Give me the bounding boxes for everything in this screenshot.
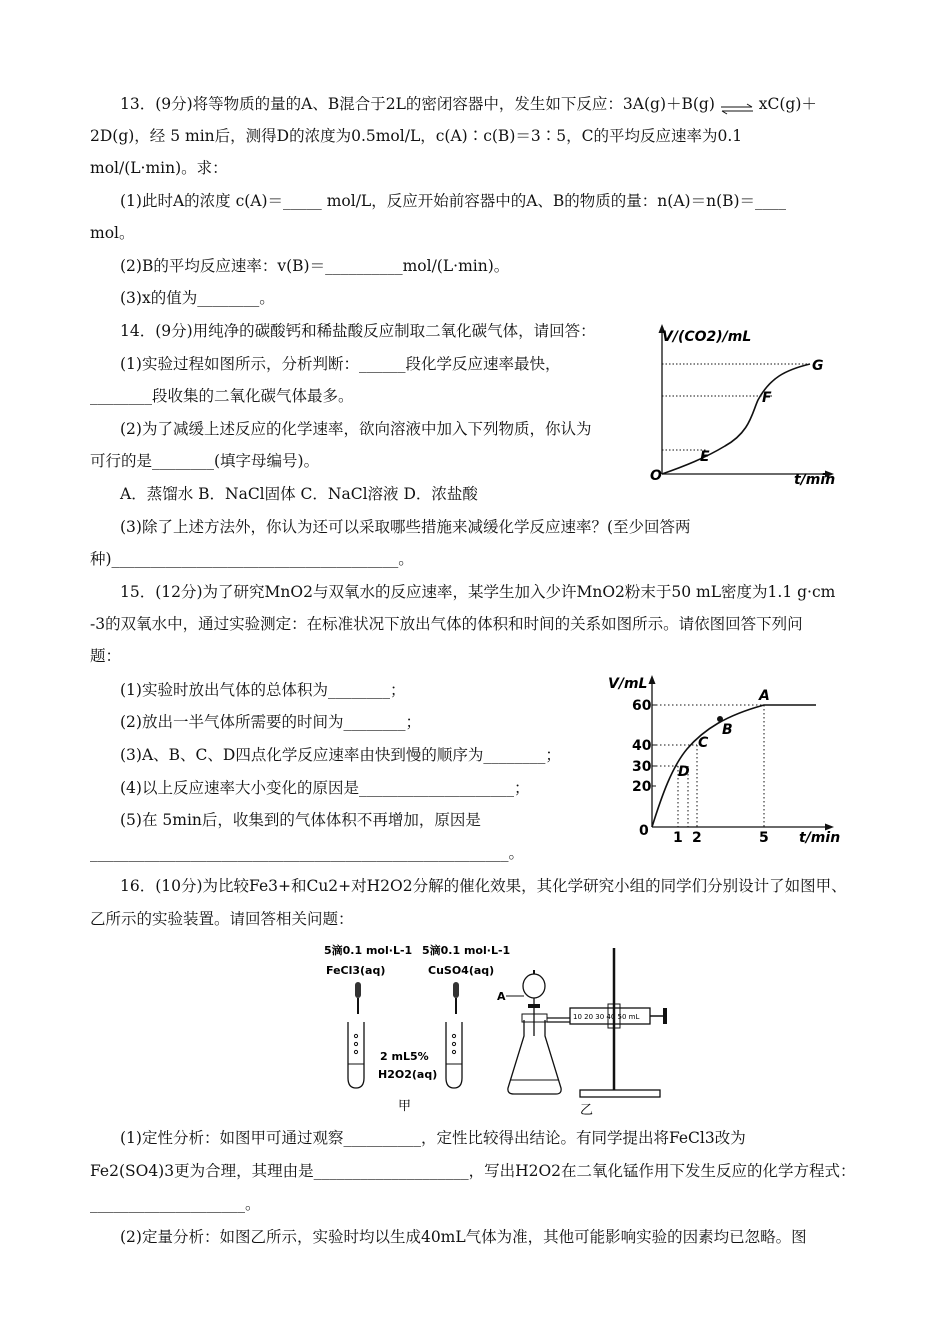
q13-line7: (3)x的值为________。 — [120, 289, 275, 307]
q15-line8: (5)在 5min后，收集到的气体体积不再增加，原因是 — [120, 811, 481, 829]
x-tick-2: 2 — [692, 830, 702, 846]
figure-jia-caption: 甲 — [398, 1099, 412, 1114]
q15-line4: (1)实验时放出气体的总体积为________； — [120, 681, 406, 699]
dropper-1 — [355, 982, 361, 1014]
point-e-label: E — [700, 449, 710, 465]
test-tube-1 — [348, 1022, 364, 1088]
q13-line1: 13．(9分)将等物质的量的A、B混合于2L的密闭容器中，发生如下反应：3A(g)＋B(g) xC(g)＋ — [120, 95, 817, 113]
q14-line7: (3)除了上述方法外，你认为还可以采取哪些措施来减缓化学反应速率？(至少回答两 — [120, 518, 691, 536]
equilibrium-arrow-icon — [720, 99, 754, 111]
y-tick-30: 30 — [632, 759, 652, 775]
q16-line2: 乙所示的实验装置。请回答相关问题： — [90, 910, 354, 928]
q16-line6: (2)定量分析：如图乙所示，实验时均以生成40mL气体为准，其他可能影响实验的因素均已忽略。图 — [120, 1228, 807, 1246]
x-tick-5: 5 — [759, 830, 769, 846]
q14-line8: 种)_____________________________________。 — [90, 550, 414, 568]
point-a-label: A — [759, 688, 770, 704]
q15-line2: -3的双氧水中，通过实验测定：在标准状况下放出气体的体积和时间的关系如图所示。请依图回答下列问 — [90, 615, 803, 633]
y-tick-40: 40 — [632, 738, 652, 754]
q16-line1: 16．(10分)为比较Fe3+和Cu2+对H2O2分解的催化效果，其化学研究小组的同学们分别设计了如图甲、 — [120, 877, 847, 895]
drop2-label: 5滴0.1 mol·L-1 — [422, 944, 511, 957]
q15-line6: (3)A、B、C、D四点化学反应速率由快到慢的顺序为________； — [120, 746, 561, 764]
q15-line7: (4)以上反应速率大小变化的原因是____________________； — [120, 779, 530, 797]
y-axis-label: V/mL — [608, 676, 648, 692]
dropper-2 — [453, 982, 459, 1014]
q14-line6: A．蒸馏水 B．NaCl固体 C．NaCl溶液 D．浓盐酸 — [120, 485, 478, 503]
test-tube-2 — [446, 1022, 462, 1088]
x-tick-1: 1 — [673, 830, 683, 846]
q14-line3: ________段收集的二氧化碳气体最多。 — [90, 387, 354, 405]
q16-line5: ____________________。 — [90, 1195, 261, 1213]
x-axis-label: t/min — [799, 830, 841, 846]
iron-stand — [580, 948, 660, 1097]
co2-curve — [662, 364, 810, 474]
co2-volume-graph — [640, 318, 840, 490]
q15-line3: 题： — [90, 647, 122, 665]
h2o2-solution-label: H2O2(aq) — [378, 1068, 438, 1081]
apparatus-figure — [318, 938, 678, 1118]
q13-line4: (1)此时A的浓度 c(A)＝_____ mol/L，反应开始前容器中的A、B的物质的量：n(A)＝n(B)＝____ — [120, 192, 787, 210]
point-g-label: G — [812, 358, 824, 374]
q15-line1: 15．(12分)为了研究MnO2与双氧水的反应速率，某学生加入少许MnO2粉末于50 mL密度为1.1 g·cm — [120, 583, 836, 601]
q13-line2: 2D(g)，经 5 min后，测得D的浓度为0.5mol/L，c(A)∶c(B)＝3∶5，C的平均反应速率为0.1 — [90, 127, 743, 145]
y-tick-20: 20 — [632, 779, 652, 795]
drop2-solution-label: CuSO4(aq) — [428, 964, 495, 977]
syringe-scale-label: 10 20 30 40 50 mL — [573, 1013, 640, 1021]
point-b-label: B — [722, 722, 733, 738]
x-axis-label: t/min — [794, 472, 836, 488]
o2-volume-graph — [602, 667, 847, 847]
point-d-label: D — [678, 764, 690, 780]
q14-line5: 可行的是________(填字母编号)。 — [90, 452, 320, 470]
gas-syringe — [570, 1008, 667, 1024]
origin-label: O — [650, 468, 662, 484]
q14-line1: 14．(9分)用纯净的碳酸钙和稀盐酸反应制取二氧化碳气体，请回答： — [120, 322, 596, 340]
q15-line9: ______________________________________________________。 — [90, 844, 525, 862]
y-tick-60: 60 — [632, 698, 652, 714]
q16-line4: Fe2(SO4)3更为合理，其理由是____________________，写出H2O2在二氧化锰作用下发生反应的化学方程式： — [90, 1162, 856, 1180]
funnel-label-a: A — [497, 990, 506, 1003]
q14-line2: (1)实验过程如图所示，分析判断：______段化学反应速率最快， — [120, 355, 561, 373]
q14-line4: (2)为了减缓上述反应的化学速率，欲向溶液中加入下列物质，你认为 — [120, 420, 592, 438]
point-f-label: F — [762, 390, 772, 406]
q15-line5: (2)放出一半气体所需要的时间为________； — [120, 713, 421, 731]
point-c-label: C — [698, 735, 709, 751]
q13-line5: mol。 — [90, 224, 135, 242]
h2o2-amount-label: 2 mL5% — [380, 1050, 429, 1063]
q13-line3: mol/(L·min)。求： — [90, 159, 228, 177]
separatory-funnel — [523, 970, 545, 1036]
drop1-label: 5滴0.1 mol·L-1 — [324, 944, 413, 957]
figure-yi-caption: 乙 — [580, 1103, 594, 1118]
origin-label: 0 — [639, 823, 649, 839]
y-axis-label: V/(CO2)/mL — [662, 329, 752, 345]
drop1-solution-label: FeCl3(aq) — [326, 964, 386, 977]
q16-line3: (1)定性分析：如图甲可通过观察__________，定性比较得出结论。有同学提出将FeCl3改为 — [120, 1129, 746, 1147]
q13-line6: (2)B的平均反应速率：v(B)＝__________mol/(L·min)。 — [120, 257, 510, 275]
